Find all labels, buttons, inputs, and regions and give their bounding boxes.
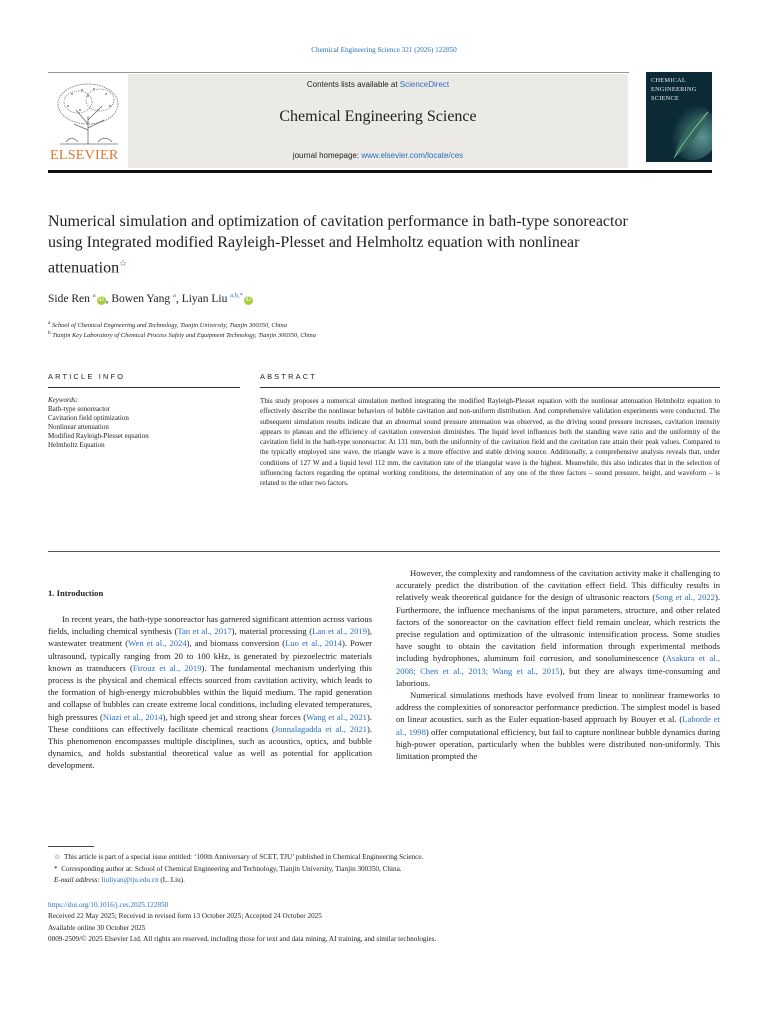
journal-banner — [128, 74, 628, 168]
body-paragraph — [48, 613, 372, 772]
keyword: Cavitation field optimization — [48, 414, 129, 423]
paragraph-text: ). The fundamental mechanism underlying this process is the physical and chemical effects sourced from cavitation activity, which leads to the formation of high-energy microbubbles within the liquid medium. The rapid generation and collapse of bubbles can create extreme local conditions, including elevated temperatures, high pressures ( — [48, 662, 372, 722]
paragraph-text: ), but they are always time-consuming and laborious. — [396, 665, 720, 688]
author-name[interactable]: Side Ren — [48, 292, 90, 305]
footnote-rule — [48, 846, 94, 847]
abstract-text: This study proposes a numerical simulation method integrating the modified Rayleigh-Plesset equation with the nonlinear attenuation Helmholtz equation to effectively describe the nonlinear behaviors of bubble cavitation and non-uniform distribution. And comprehensive validation experiments were conducted. The subsequent simulation results indicate that an abnormal sound pressure attenuation was observed, as the driving sound pressure increases, cavitation intensity appears to plateau and the efficiency of cavitation conversion diminishes. The liquid level influences both the standing wave ratio and the uniformity of the cavitation field in the bath-type sonoreactor. At 131 mm, both the uniformity of the cavitation field and the cavitation rate attain their peak values. Compared to the typically employed sine wave, the triangle wave is a more effective and stable driving source. Additionally, a comprehensive analysis reveals that, under conditions of 127 W and a liquid level 112 mm, the cavitation rate of the triangular wave is the highest. Meanwhile, this also indicates that in the selection of influencing factors regarding the optimal working conditions, the determination of any one of the three factors – sound pressure, height, and waveform – is related to the other two factors. — [260, 397, 720, 488]
author-name[interactable]: Liyan Liu — [181, 292, 228, 305]
article-info-heading: ARTICLE INFO — [48, 372, 126, 381]
keyword: Modified Rayleigh-Plesset equation — [48, 432, 149, 441]
orcid-icon[interactable]: iD — [98, 296, 104, 303]
keyword: Nonlinear attenuation — [48, 423, 109, 432]
footnote-mark: * — [54, 864, 58, 873]
journal-cover-image[interactable] — [646, 72, 712, 162]
footnote-corresponding — [48, 864, 728, 876]
keywords-label: Keywords: — [48, 396, 79, 404]
publication-info — [48, 900, 728, 946]
journal-citation-link[interactable]: Chemical Engineering Science 321 (2026) 122850 — [311, 46, 457, 54]
online-date: Available online 30 October 2025 — [48, 923, 146, 932]
author-affiliation-mark[interactable]: a — [173, 292, 176, 299]
journal-title[interactable]: Chemical Engineering Science — [279, 108, 477, 125]
body-column-right — [396, 567, 720, 762]
contents-line — [128, 80, 628, 89]
paragraph-text: ). Power ultrasound, typically ranging from 20 to 100 kHz, is generated by piezoelectric materials known as transducers ( — [48, 638, 372, 673]
paragraph-text: ). Furthermore, the influence mechanisms of the input parameters, structure, and other related factors of the sonoreactor on the cavitation effect field remain unclear, which restricts the precise regulation and optimization of the ultrasonic intensification process. Some studies have sought to obtain the cavitation field information through experimental methods including hydrophones, aluminum foil corrosion, and sonoluminescence ( — [396, 592, 720, 664]
elsevier-logo[interactable] — [48, 72, 128, 166]
footnote-text: Corresponding author at: School of Chemical Engineering and Technology, Tianjin University, Tianjin 300350, China. — [61, 864, 402, 873]
citation-link[interactable]: Laborde et al., 1998 — [396, 714, 720, 737]
article-info-rule — [48, 387, 240, 388]
orcid-icon[interactable]: iD — [245, 296, 252, 303]
journal-homepage-link[interactable]: www.elsevier.com/locate/ces — [361, 151, 464, 160]
email-link[interactable]: liuliyan@tju.edu.cn — [101, 876, 159, 885]
masthead — [48, 72, 712, 169]
footnotes — [48, 852, 728, 887]
paragraph-text: ), and biomass conversion ( — [186, 638, 286, 649]
author-affiliation-mark[interactable]: a — [92, 292, 96, 299]
paragraph-text: Numerical simulations methods have evolved from linear to nonlinear frameworks to address the complexities of sonoreactor performance prediction. The simplest model is based on linear acoustics. such as the Euler equation-based approach by Bouyer et al. ( — [396, 690, 720, 725]
article-title-text: Numerical simulation and optimization of cavitation performance in bath-type sonoreactor using Integrated modified Rayleigh-Plesset and Helmholtz equation with nonlinear attenuation — [48, 213, 628, 277]
section-heading-introduction: 1. Introduction — [48, 588, 104, 598]
publication-history: Received 22 May 2025; Received in revised form 13 October 2025; Accepted 24 October 2025 — [48, 912, 322, 921]
cover-title — [651, 76, 711, 103]
cover-title-line: CHEMICAL — [651, 77, 686, 84]
paragraph-text: ), material processing ( — [231, 626, 313, 637]
sciencedirect-link[interactable]: ScienceDirect — [399, 80, 450, 89]
affiliation-text: School of Chemical Engineering and Technology, Tianjin University, Tianjin 300350, China — [51, 322, 287, 330]
abstract-rule — [260, 387, 720, 388]
paragraph-text: ) offer computational efficiency, but fail to capture nonlinear bubble dynamics during high-power operation, particularly when the bubbles were distributed non-uniformly. This limitation prompted the — [396, 726, 720, 762]
citation-link[interactable]: Tan et al., 2017 — [177, 626, 232, 637]
body-column-left — [48, 613, 372, 772]
citation-link[interactable]: Luo et al., 2014 — [285, 638, 342, 649]
cover-title-line: SCIENCE — [651, 95, 680, 102]
footnote-email — [48, 875, 728, 887]
email-suffix: (L. Liu). — [160, 876, 185, 885]
author-name[interactable]: Bowen Yang — [111, 292, 171, 305]
affiliation-text: Tianjin Key Laboratory of Chemical Process Safety and Equipment Technology, Tianjin 300350, China — [52, 332, 316, 340]
affiliation — [48, 320, 287, 329]
paragraph-text: ). This phenomenon encompasses multiple disciplines, such as acoustics, optics, and bubble dynamics, and holds substantial theoretical value as well as potential for application development. — [48, 723, 372, 771]
author-affiliation-mark[interactable]: a,b,* — [230, 292, 243, 299]
cover-title-line: ENGINEERING — [651, 86, 697, 93]
copyright-line: 0009-2509/© 2025 Elsevier Ltd. All rights are reserved, including those for text and data mining, AI training, and similar technologies. — [48, 935, 437, 944]
keyword: Bath-type sonoreactor — [48, 405, 111, 414]
footnote-special-issue — [48, 852, 728, 864]
paragraph-text: ). These conditions can effectively facilitate chemical reactions ( — [48, 711, 372, 734]
doi-link[interactable]: https://doi.org/10.1016/j.ces.2025.122850 — [48, 901, 169, 909]
citation-link[interactable]: Jonnalagadda et al., 2021 — [274, 723, 367, 734]
body-paragraph — [396, 689, 720, 762]
citation-link[interactable]: Wen et al., 2024 — [128, 638, 187, 649]
elsevier-wordmark: ELSEVIER — [50, 148, 119, 163]
title-footnote-mark[interactable]: ☆ — [119, 258, 128, 268]
citation-link[interactable]: Lan et al., 2019 — [312, 626, 367, 637]
homepage-prefix: journal homepage: — [292, 151, 362, 160]
paragraph-text: ), high speed jet and strong shear forces ( — [162, 711, 307, 722]
footnote-text: This article is part of a special issue entitled: ‘100th Anniversary of SCET, TJU’ published in Chemical Engineering Science. — [64, 853, 424, 861]
citation-link[interactable]: Song et al., 2022 — [655, 592, 715, 603]
email-label: E-mail address: — [54, 876, 100, 885]
paragraph-text: ), wastewater treatment ( — [48, 626, 373, 649]
body-paragraph — [396, 567, 720, 689]
keywords-block — [48, 396, 238, 451]
homepage-line — [128, 151, 628, 160]
citation-link[interactable]: Firouz et al., 2019 — [132, 662, 202, 673]
paragraph-text: However, the complexity and randomness of the cavitation activity make it challenging to accurately predict the distribution of the cavitation effect field. This difficulty results in relatively weak theoretical guidance for the design of ultrasonic reactors ( — [396, 568, 720, 603]
author-list: Side Ren $^a$iD , Bowen Yang $^a$, Liyan Liu $^{a,b,*}$iD — [48, 292, 252, 305]
keyword: Helmholtz Equation — [48, 441, 105, 450]
affiliation — [48, 330, 316, 339]
masthead-bottom-rule — [48, 170, 712, 173]
affiliation-mark: a — [48, 320, 51, 326]
citation-link[interactable]: Wang et al., 2021 — [306, 711, 367, 722]
footnote-mark: ☆ — [54, 853, 61, 861]
paragraph-text: In recent years, the bath-type sonoreactor has garnered significant attention across various fields, including chemical synthesis ( — [48, 614, 372, 637]
elsevier-tree-icon — [52, 80, 124, 146]
citation-link[interactable]: Niazi et al., 2014 — [102, 711, 163, 722]
article-title — [48, 211, 628, 278]
abstract-bottom-rule — [48, 551, 720, 552]
affiliation-mark: b — [48, 330, 51, 336]
abstract-heading: ABSTRACT — [260, 372, 318, 381]
citation-link[interactable]: Asakura et al., 2008; Chen et al., 2013; Wang et al., 2015 — [396, 653, 720, 676]
contents-prefix: Contents lists available at — [306, 80, 400, 89]
